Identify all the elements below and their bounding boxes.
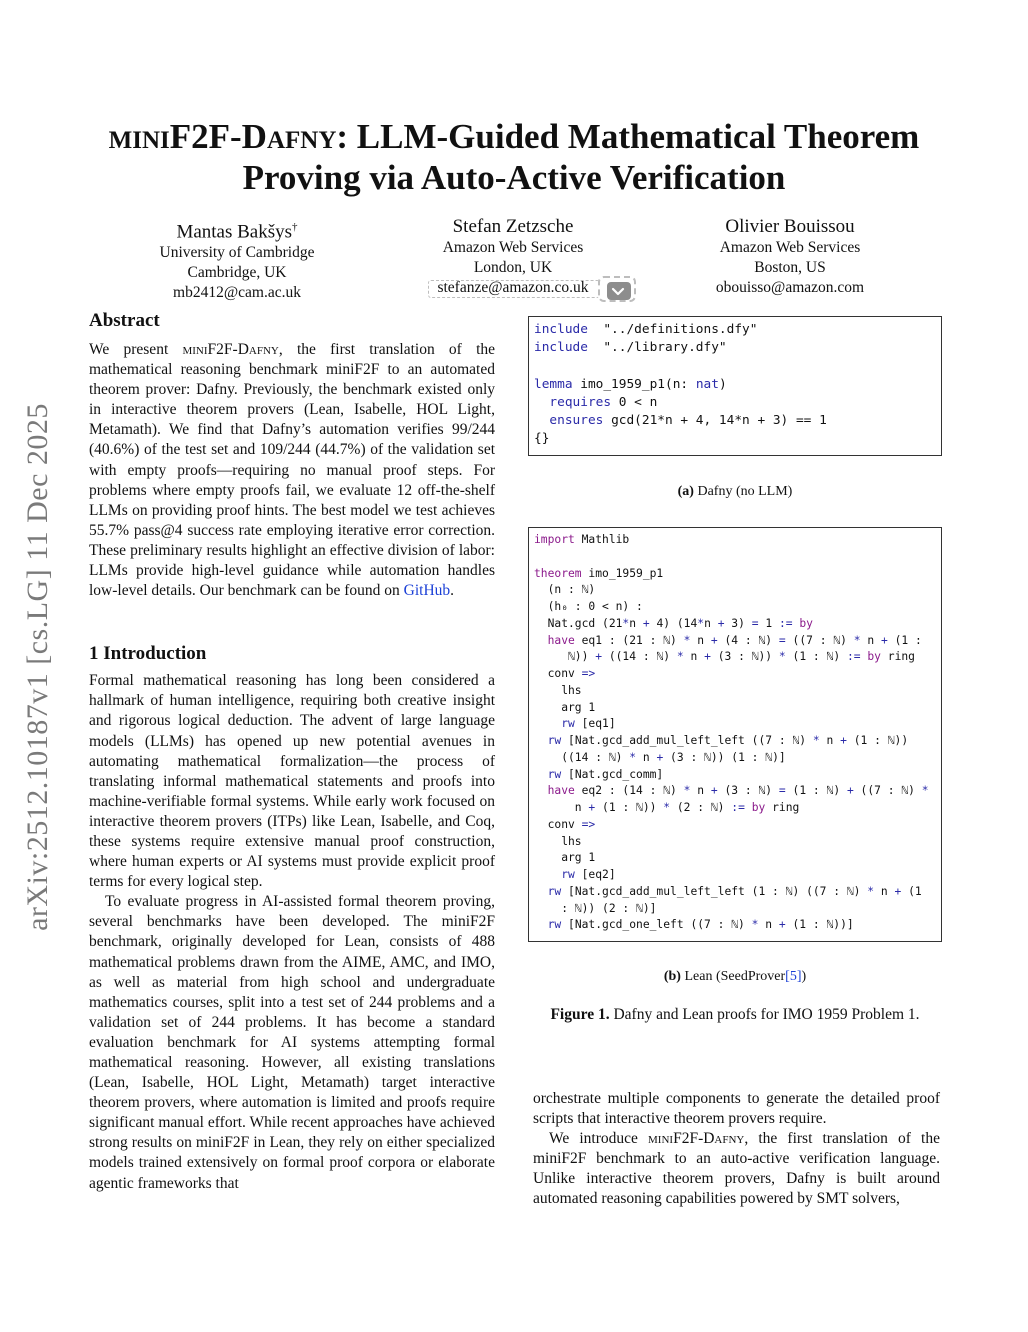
code-line: ((14 : ℕ) * n + (3 : ℕ)) (1 : ℕ)] <box>534 750 786 764</box>
email-selection-highlight <box>428 280 600 298</box>
title-line2: Proving via Auto-Active Verification <box>242 158 786 197</box>
author-affiliation: University of Cambridge <box>159 244 315 262</box>
chevron-down-icon <box>604 281 632 301</box>
author-1 <box>107 216 367 303</box>
intro-heading: 1 Introduction <box>89 643 207 665</box>
right-paragraph-1: orchestrate multiple components to generate the detailed proof scripts that interactive theorem provers require. <box>533 1090 940 1128</box>
author-affiliation: Amazon Web Services <box>442 239 584 256</box>
author-email: obouisso@amazon.com <box>715 279 865 296</box>
author-email[interactable]: stefanze@amazon.co.uk <box>437 279 589 296</box>
github-link[interactable]: GitHub <box>403 582 451 600</box>
code-line: {} <box>534 431 550 447</box>
code-line: (n : ℕ) <box>534 583 596 597</box>
author-name: Mantas Bakšys <box>176 221 293 243</box>
expand-button[interactable] <box>598 276 636 302</box>
code-line: conv => <box>534 667 596 680</box>
code-line: requires 0 < n <box>549 394 658 410</box>
code-line: import Mathlib <box>534 533 630 546</box>
citation-link[interactable]: [5] <box>785 969 802 984</box>
code-line: rw [Nat.gcd_add_mul_left_left (1 : ℕ) ((7 : ℕ) * n + (1 <box>547 884 922 898</box>
code-line: have eq1 : (21 : ℕ) * n + (4 : ℕ) = ((7 : ℕ) * n + (1 : <box>547 633 922 647</box>
intro-paragraph-2: To evaluate progress in AI-assisted formal theorem proving, several benchmarks have been developed. The miniF2F benchmark, originally developed for Lean, consists of 488 mathematical problems drawn from the AIME, AMC, and IMO, as well as material from high school and undergraduate mathematics courses, split into a test set of 244 problems and a validation set of 244 problems. It has become a standard evaluation benchmark for AI systems attempting formal mathematical reasoning. However, all existing translations (Lean, Isabelle, HOL Light, Metamath) target interactive theorem provers, where automation is limited and proofs require significant manual effort. While recent approaches have achieved strong results on miniF2F in Lean, they rely on either specialized models trained extensively on formal proof corpora or elaborate agentic frameworks that <box>89 893 495 1192</box>
author-mark: † <box>292 221 298 233</box>
code-line: ensures gcd(21*n + 4, 14*n + 3) == 1 <box>549 413 827 429</box>
code-line: : ℕ)) (2 : ℕ)] <box>534 901 657 915</box>
author-location: Boston, US <box>754 259 826 276</box>
intro-paragraph-1: Formal mathematical reasoning has long been considered a hallmark of human intelligence, requiring both creative insight and rigorous logical deduction. The advent of large language models (LLMs) has opened up new potential avenues in automating mathematical formalization—the process of translating informal mathematical statements and proofs into machine-verifiable formal systems. While early work focused on interactive theorem provers (ITPs) like Lean, Isabelle, and Coq, these systems require extensive manual proof construction, where human experts or AI systems must provide explicit proof terms for every logical step. <box>89 672 495 891</box>
code-line <box>534 357 941 375</box>
code-line: lhs <box>534 683 582 697</box>
code-line: arg 1 <box>534 851 596 865</box>
code-line: lemma imo_1959_p1(n: nat) <box>534 376 727 392</box>
title-system-name: miniF2F-Dafny <box>108 117 337 156</box>
arxiv-sidebar <box>12 372 64 962</box>
code-line: rw [Nat.gcd_one_left ((7 : ℕ) * n + (1 : ℕ))] <box>547 918 854 932</box>
dafny-code-block <box>528 316 942 456</box>
title-line1: : LLM-Guided Mathematical Theorem <box>336 117 920 156</box>
caption-b: (b) Lean (SeedProver[5]) <box>663 969 807 984</box>
code-line: conv => <box>534 817 596 831</box>
abstract-heading: Abstract <box>89 310 160 331</box>
author-name: Olivier Bouissou <box>725 216 855 237</box>
figure-caption: Figure 1. Dafny and Lean proofs for IMO 1959 Problem 1. <box>550 1006 920 1023</box>
code-line: arg 1 <box>534 700 596 714</box>
code-line: include "../definitions.dfy" <box>534 322 758 337</box>
code-line: rw [eq2] <box>561 868 616 881</box>
code-line <box>534 549 941 566</box>
caption-a: (a) Dafny (no LLM) <box>677 484 793 499</box>
code-line: Nat.gcd (21*n + 4) (14*n + 3) = 1 := by <box>534 616 813 630</box>
code-line: n + (1 : ℕ)) * (2 : ℕ) := by ring <box>534 801 800 814</box>
author-location: London, UK <box>473 259 553 276</box>
left-column <box>89 310 495 1194</box>
author-name: Stefan Zetzsche <box>452 216 574 237</box>
code-line: (h₀ : 0 < n) : <box>534 600 643 613</box>
right-column <box>533 1089 940 1210</box>
author-email: mb2412@cam.ac.uk <box>173 284 301 302</box>
arxiv-id: arXiv:2512.10187v1 [cs.LG] 11 Dec 2025 <box>21 403 54 931</box>
code-line: include "../library.dfy" <box>534 340 727 356</box>
code-line: have eq2 : (14 : ℕ) * n + (3 : ℕ) = (1 : ℕ) + ((7 : ℕ) * <box>547 784 929 798</box>
code-line: rw [Nat.gcd_add_mul_left_left ((7 : ℕ) * n + (1 : ℕ)) <box>547 734 909 747</box>
abstract-text: We present miniF2F-Dafny, the first translation of the mathematical reasoning benchmark miniF2F to an automated theorem prover: Dafny. Previously, the benchmark existed only in interactive theorem provers (Lean, Isabelle, HOL Light, Metamath). We find that Dafny’s automation verifies 99/244 (40.6%) of the test set and 109/244 (44.7%) of the validation set with empty proofs—requiring no manual proof steps. For problems where empty proofs fail, we evaluate 12 off-the-shelf LLMs on providing proof hints. The best model we test achieves 55.7% pass@4 success rate employing iterative error correction. These preliminary results highlight an effective division of labor: LLMs provide high-level guidance while automation handles low-level details. Our benchmark can be found on GitHub. <box>89 341 496 600</box>
code-line: lhs <box>534 834 582 848</box>
code-line: rw [eq1] <box>561 717 616 731</box>
right-paragraph-2: We introduce miniF2F-Dafny, the first translation of the miniF2F benchmark to an auto-active verification language. Unlike interactive theorem provers, Dafny is built around automated reasoning capabilities powered by SMT solvers, <box>533 1130 940 1208</box>
code-line: ℕ)) + ((14 : ℕ) * n + (3 : ℕ)) * (1 : ℕ) := by ring <box>534 650 915 664</box>
author-affiliation: Amazon Web Services <box>719 239 861 256</box>
author-3 <box>660 216 920 298</box>
code-line: rw [Nat.gcd_comm] <box>547 767 664 781</box>
author-location: Cambridge, UK <box>187 264 287 282</box>
paper-title <box>60 116 968 198</box>
code-line: theorem imo_1959_p1 <box>534 566 664 580</box>
lean-code-block <box>528 527 942 942</box>
